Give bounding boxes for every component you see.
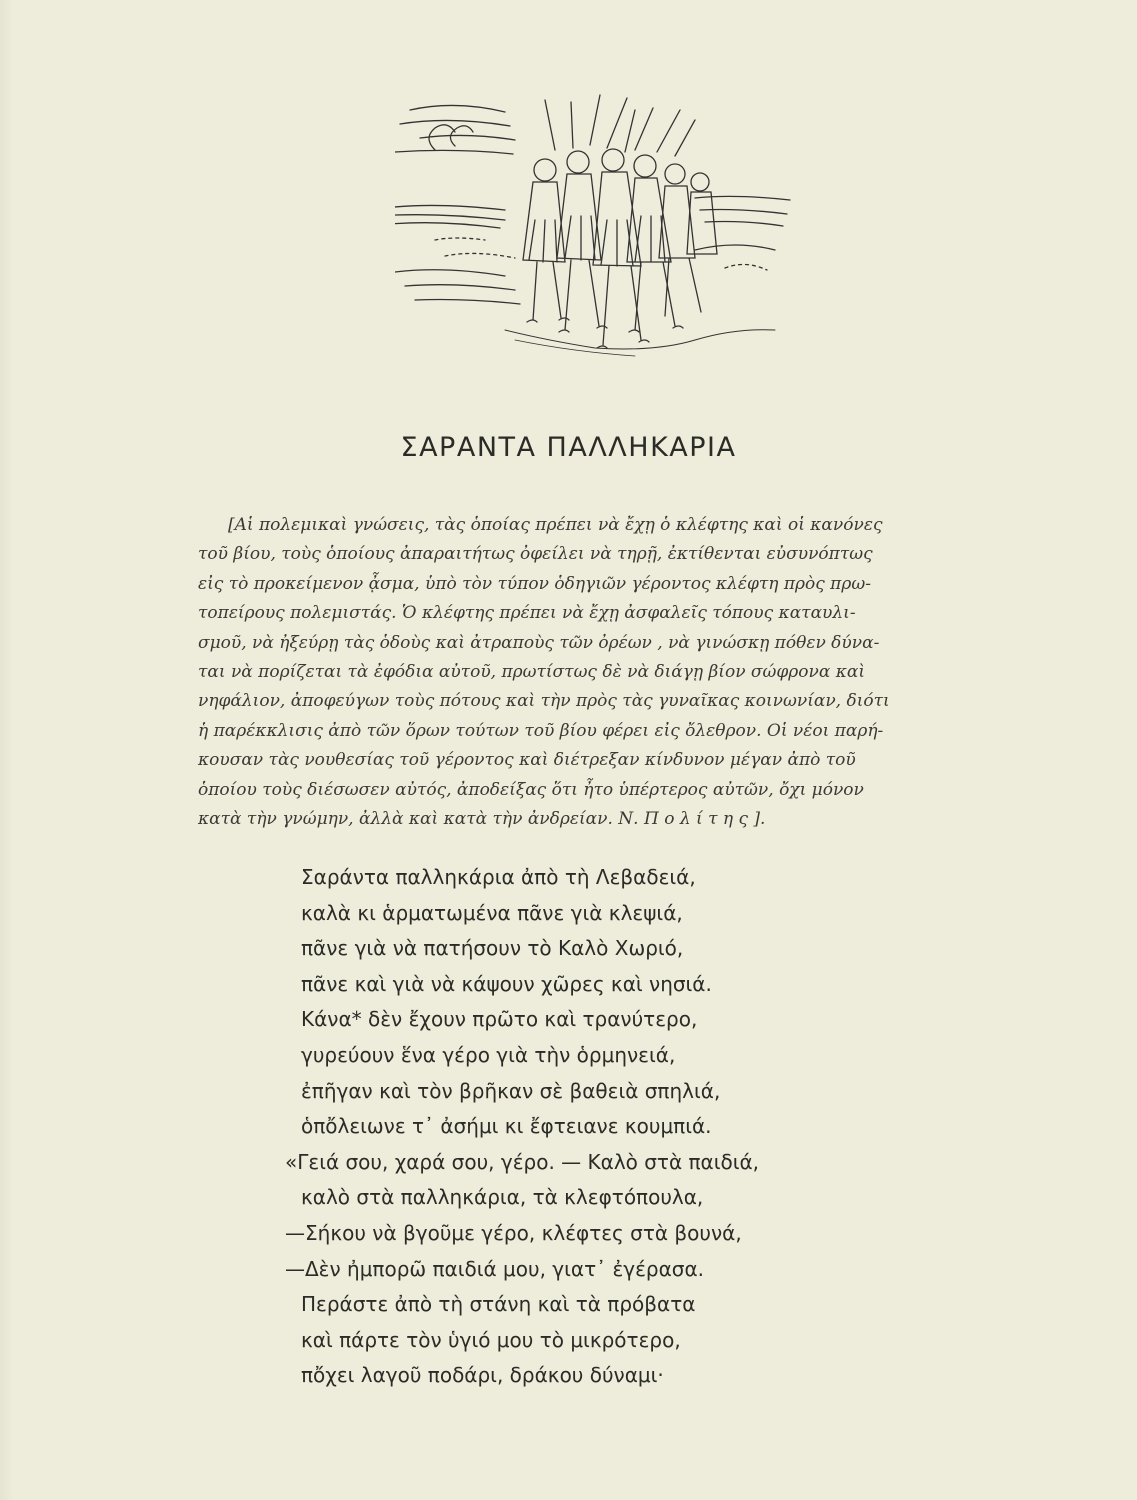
poem-line: Κάνα* δὲν ἔχουν πρῶτο καὶ τρανύτερο, [301,1007,698,1032]
intro-line: νηφάλιον, ἀποφεύγων τοὺς πότους καὶ τὴν πρὸς τὰς γυναῖκας κοινωνίαν, διότι [198,691,890,712]
poem-line: γυρεύουν ἕνα γέρο γιὰ τὴν ὁρμηνειά, [301,1042,676,1067]
poem-line: πᾶνε γιὰ νὰ πατήσουν τὸ Καλὸ Χωριό, [301,936,684,961]
intro-line: κουσαν τὰς νουθεσίας τοῦ γέροντος καὶ διέτρεξαν κίνδυνον μέγαν ἀπὸ τοῦ [198,750,856,771]
poem-line: Σαράντα παλληκάρια ἀπὸ τὴ Λεβαδειά, [301,865,696,889]
intro-line: ται νὰ πορίζεται τὰ ἐφόδια αὐτοῦ, πρωτίστως δὲ νὰ διάγῃ βίον σώφρονα καὶ [198,662,866,683]
intro-line: εἰς τὸ προκείμενον ᾆσμα, ὑπὸ τὸν τύπον ὁδηγιῶν γέροντος κλέφτη πρὸς πρω- [198,573,871,594]
poem-line: πὄχει λαγοῦ ποδάρι, δράκου δύναμι· [301,1363,664,1388]
intro-line: [Αἱ πολεμικαὶ γνώσεις, τὰς ὁποίας πρέπει νὰ ἔχῃ ὁ κλέφτης καὶ οἱ κανόνες [228,515,883,535]
introduction-paragraph [198,511,958,834]
intro-line: τοπείρους πολεμιστάς. Ὁ κλέφτης πρέπει νὰ ἔχῃ ἀσφαλεῖς τόπους καταυλι- [198,603,856,624]
klephts-marching-illustration-icon [395,90,795,360]
intro-line: ὁποίου τοὺς διέσωσεν αὐτός, ἀποδείξας ὅτι ἦτο ὑπέρτερος αὐτῶν, ὄχι μόνον [198,779,864,800]
intro-line: ἡ παρέκκλισις ἀπὸ τῶν ὅρων τούτων τοῦ βίου φέρει εἰς ὄλεθρον. Οἱ νέοι παρή- [198,720,884,741]
poem-line: καὶ πάρτε τὸν ὑγιό μου τὸ μικρότερο, [301,1327,681,1352]
poem-line: ὁπὄλειωνε τ᾿ ἀσήμι κι ἔφτειανε κουμπιά. [301,1114,712,1139]
poem-line: —Δὲν ἠμπορῶ παιδιά μου, γιατ᾿ ἐγέρασα. [285,1256,705,1281]
poem-line: πᾶνε καὶ γιὰ νὰ κάψουν χῶρες καὶ νησιά. [301,971,712,996]
intro-line: σμοῦ, νὰ ἠξεύρῃ τὰς ὁδοὺς καὶ ἀτραποὺς τῶν ὀρέων , νὰ γινώσκῃ πόθεν δύνα- [198,632,880,653]
poem-line: Περάστε ἀπὸ τὴ στάνη καὶ τὰ πρόβατα [301,1292,696,1317]
poem-line: καλὰ κι ἁρματωμένα πᾶνε γιὰ κλεψιά, [301,900,683,925]
intro-line: κατὰ τὴν γνώμην, ἀλλὰ καὶ κατὰ τὴν ἀνδρείαν. Ν. Π ο λ ί τ η ς ]. [198,809,766,830]
poem-line: —Σήκου νὰ βγοῦμε γέρο, κλέφτες στὰ βουνά, [285,1220,742,1245]
intro-line: τοῦ βίου, τοὺς ὁποίους ἀπαραιτήτως ὀφείλει νὰ τηρῇ, ἐκτίθενται εὐσυνόπτως [198,544,873,565]
poem-line: ἐπῆγαν καὶ τὸν βρῆκαν σὲ βαθειὰ σπηλιά, [301,1078,721,1103]
poem [285,860,925,1394]
page-title: ΣΑΡΑΝΤΑ ΠΑΛΛΗΚΑΡΙΑ [400,432,737,463]
poem-line: «Γειά σου, χαρά σου, γέρο. — Καλὸ στὰ παιδιά, [285,1149,760,1174]
poem-line: καλὸ στὰ παλληκάρια, τὰ κλεφτόπουλα, [301,1185,704,1210]
